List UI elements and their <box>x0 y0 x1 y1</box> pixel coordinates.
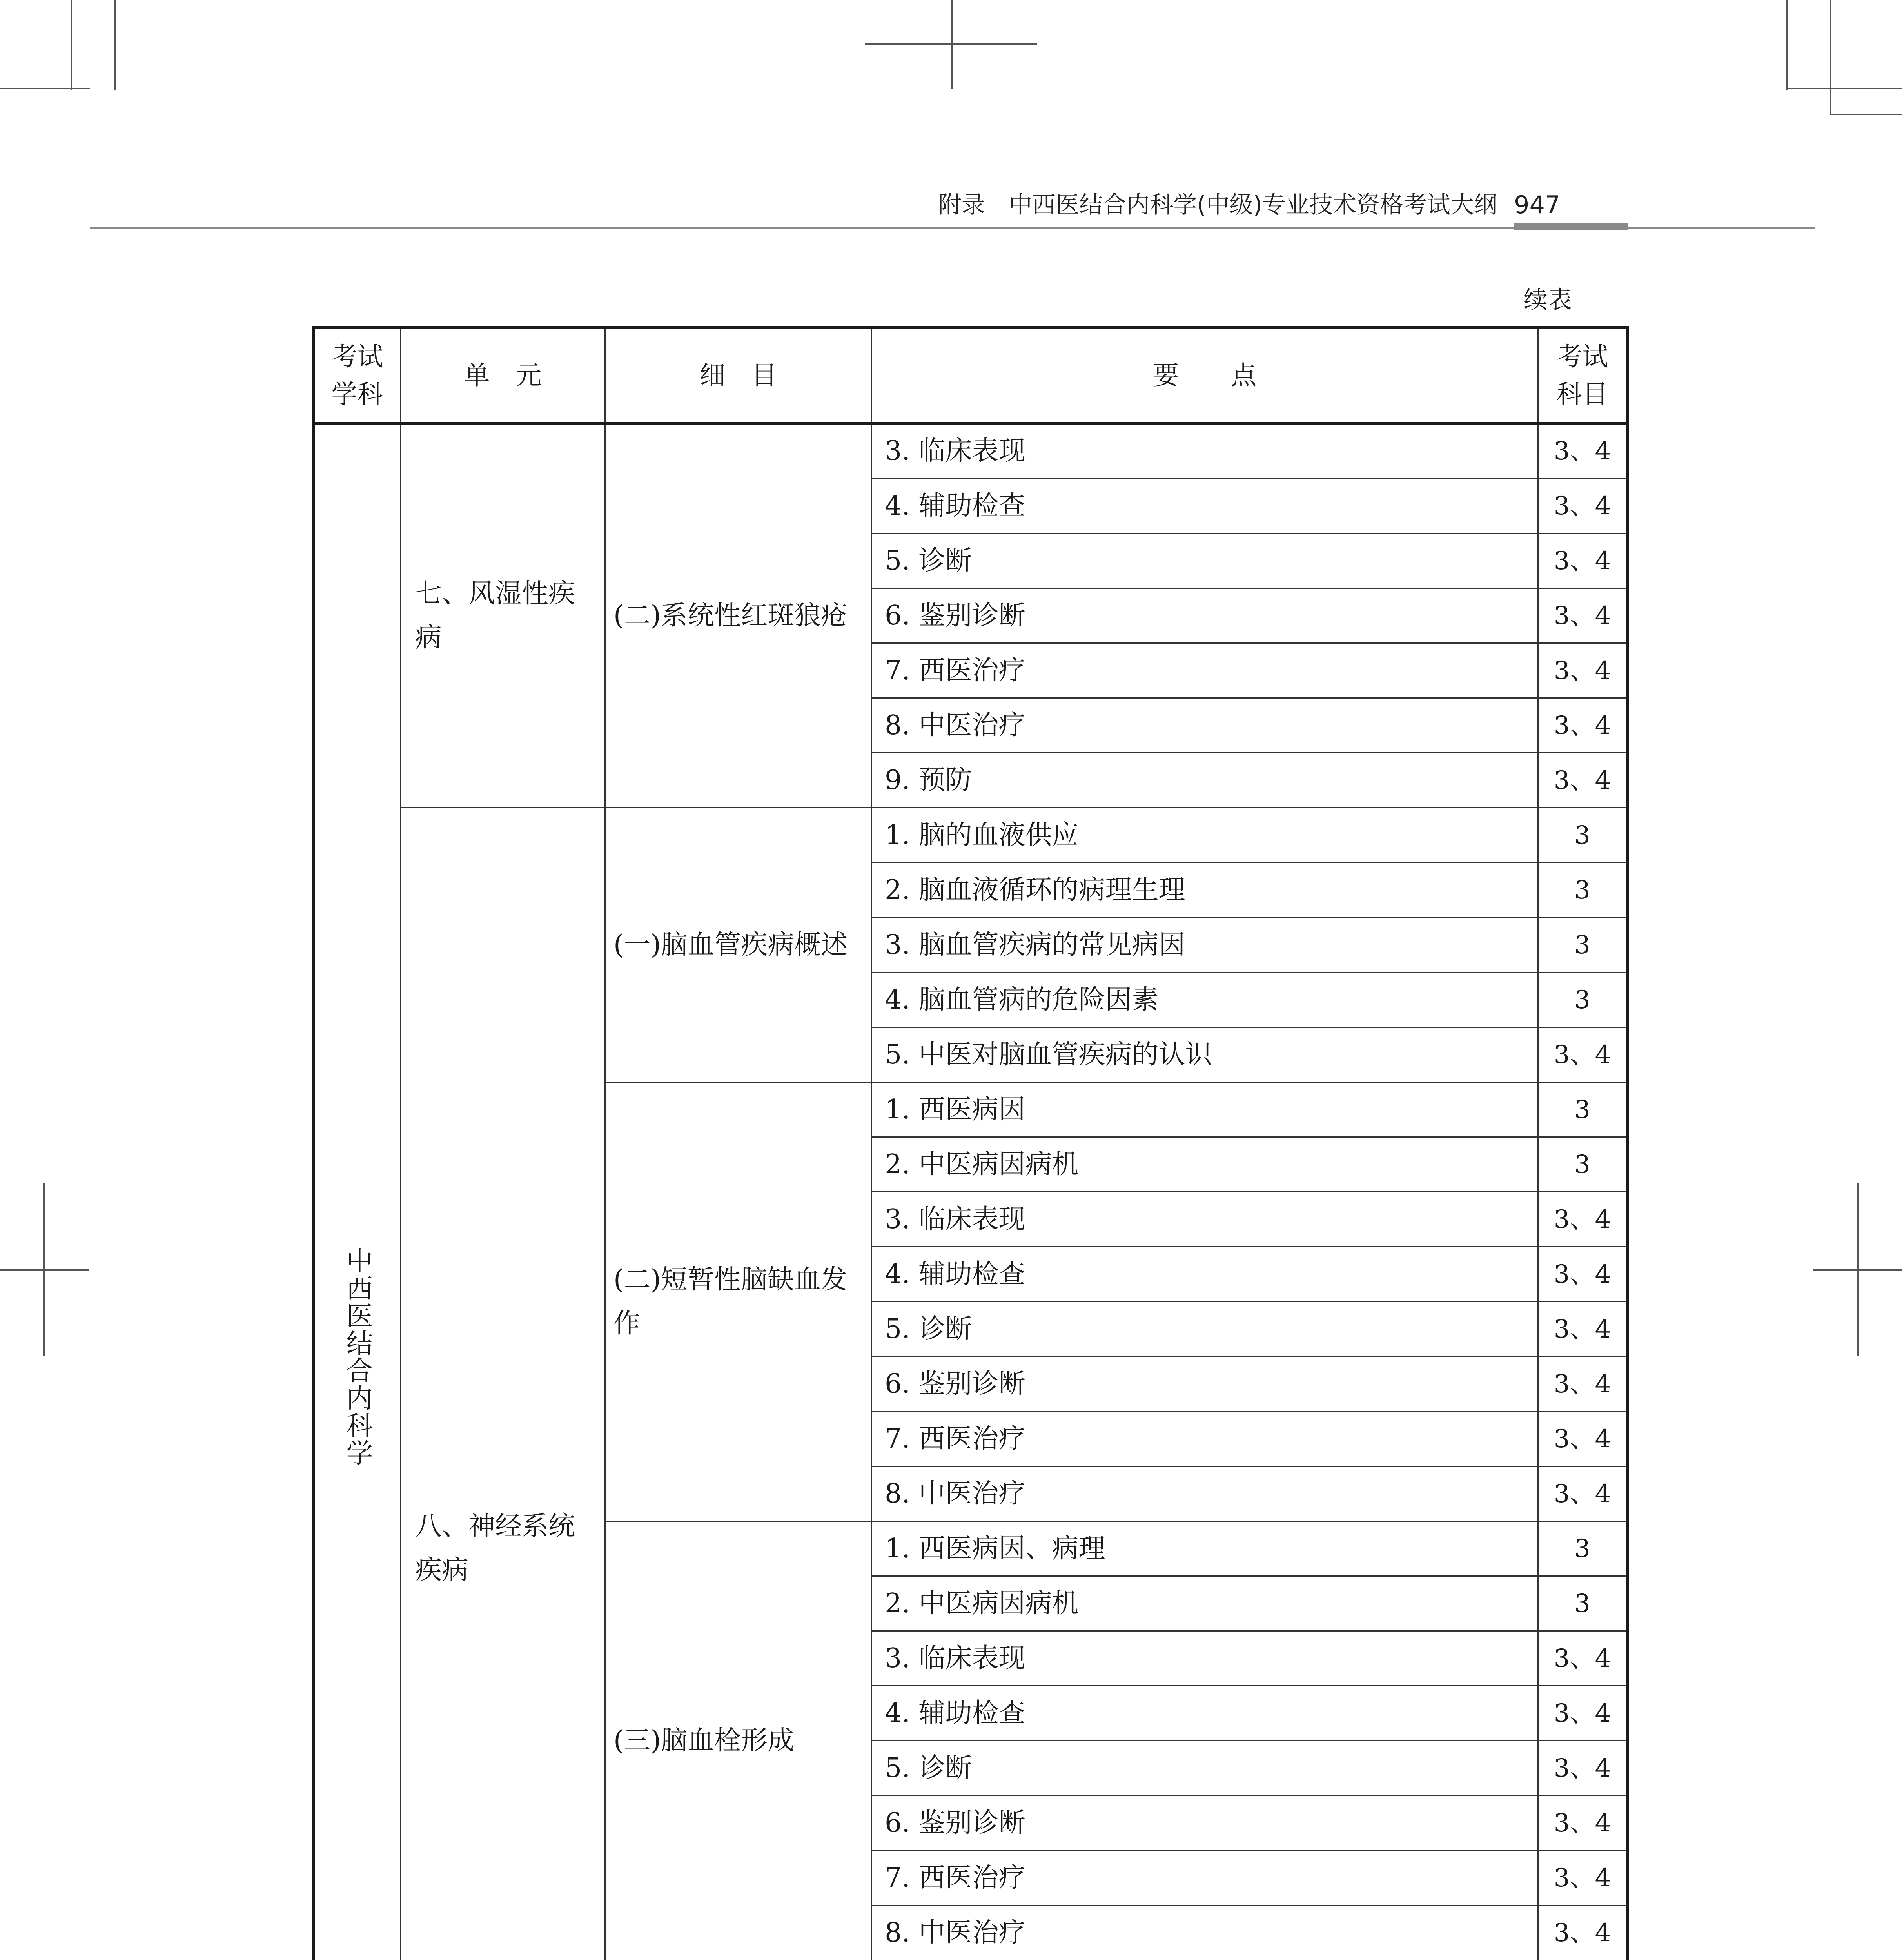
exam-subject-cell: 3、4 <box>1538 698 1628 753</box>
point-cell: 6. 鉴别诊断 <box>872 1357 1538 1412</box>
point-cell: 3. 脑血管疾病的常见病因 <box>872 918 1538 973</box>
point-cell: 7. 西医治疗 <box>872 1851 1538 1906</box>
point-cell: 7. 西医治疗 <box>872 1412 1538 1466</box>
point-cell: 5. 诊断 <box>872 1741 1538 1796</box>
point-cell: 9. 预防 <box>872 753 1538 808</box>
registration-mark <box>951 0 953 89</box>
exam-subject-cell: 3、4 <box>1538 423 1628 479</box>
crop-mark <box>0 88 90 89</box>
column-header-subject: 考试学科 <box>314 328 401 424</box>
exam-subject-cell: 3、4 <box>1538 1466 1628 1521</box>
unit-cell: 八、神经系统疾病 <box>401 808 605 1960</box>
point-cell: 4. 辅助检查 <box>872 479 1538 534</box>
exam-subject-cell: 3 <box>1538 1576 1628 1631</box>
exam-subject-cell: 3 <box>1538 1521 1628 1576</box>
point-cell: 3. 临床表现 <box>872 423 1538 479</box>
exam-subject-cell: 3、4 <box>1538 588 1628 643</box>
crop-mark <box>1788 88 1902 89</box>
table-row <box>314 423 1628 479</box>
exam-subject-cell: 3、4 <box>1538 1027 1628 1082</box>
column-header-detail: 细 目 <box>605 328 872 424</box>
point-cell: 5. 诊断 <box>872 1302 1538 1357</box>
exam-subject-cell: 3 <box>1538 918 1628 973</box>
point-cell: 2. 中医病因病机 <box>872 1137 1538 1192</box>
point-cell: 3. 临床表现 <box>872 1631 1538 1686</box>
exam-subject-cell: 3、4 <box>1538 753 1628 808</box>
subject-cell <box>314 423 401 1960</box>
exam-subject-cell: 3、4 <box>1538 1192 1628 1247</box>
exam-subject-cell: 3 <box>1538 1082 1628 1137</box>
exam-subject-cell: 3、4 <box>1538 1906 1628 1960</box>
column-header-unit: 单 元 <box>401 328 605 424</box>
exam-subject-cell: 3、4 <box>1538 1357 1628 1412</box>
point-cell: 1. 西医病因 <box>872 1082 1538 1137</box>
exam-subject-cell: 3、4 <box>1538 534 1628 588</box>
exam-subject-cell: 3、4 <box>1538 1851 1628 1906</box>
unit-cell: 七、风湿性疾病 <box>401 423 605 808</box>
header-accent-bar <box>1514 223 1628 230</box>
column-header-exam: 考试科目 <box>1538 328 1628 424</box>
point-cell: 4. 脑血管病的危险因素 <box>872 973 1538 1027</box>
registration-mark <box>1857 1183 1859 1356</box>
exam-subject-cell: 3 <box>1538 808 1628 863</box>
exam-subject-cell: 3、4 <box>1538 1247 1628 1302</box>
continued-table-label: 续表 <box>1523 285 1572 314</box>
point-cell: 5. 诊断 <box>872 534 1538 588</box>
table-row <box>314 808 1628 863</box>
point-cell: 6. 鉴别诊断 <box>872 588 1538 643</box>
crop-mark <box>114 0 116 90</box>
point-cell: 7. 西医治疗 <box>872 643 1538 698</box>
exam-subject-cell: 3 <box>1538 973 1628 1027</box>
exam-subject-cell: 3、4 <box>1538 1686 1628 1741</box>
point-cell: 8. 中医治疗 <box>872 698 1538 753</box>
exam-subject-cell: 3、4 <box>1538 643 1628 698</box>
crop-mark <box>1830 0 1831 114</box>
detail-cell: (二)系统性红斑狼疮 <box>605 423 872 808</box>
point-cell: 5. 中医对脑血管疾病的认识 <box>872 1027 1538 1082</box>
crop-mark <box>71 0 72 90</box>
crop-mark <box>1830 114 1902 115</box>
table-header-row <box>314 328 1628 424</box>
exam-subject-cell: 3、4 <box>1538 479 1628 534</box>
point-cell: 8. 中医治疗 <box>872 1906 1538 1960</box>
point-cell: 1. 西医病因、病理 <box>872 1521 1538 1576</box>
point-cell: 3. 临床表现 <box>872 1192 1538 1247</box>
detail-cell: (一)脑血管疾病概述 <box>605 808 872 1082</box>
exam-subject-cell: 3、4 <box>1538 1412 1628 1466</box>
point-cell: 4. 辅助检查 <box>872 1686 1538 1741</box>
exam-subject-cell: 3 <box>1538 863 1628 918</box>
point-cell: 1. 脑的血液供应 <box>872 808 1538 863</box>
exam-subject-cell: 3、4 <box>1538 1631 1628 1686</box>
registration-mark <box>43 1183 45 1356</box>
detail-cell: (二)短暂性脑缺血发作 <box>605 1082 872 1521</box>
point-cell: 8. 中医治疗 <box>872 1466 1538 1521</box>
detail-cell: (三)脑血栓形成 <box>605 1521 872 1960</box>
point-cell: 4. 辅助检查 <box>872 1247 1538 1302</box>
exam-subject-cell: 3 <box>1538 1137 1628 1192</box>
column-header-point: 要 点 <box>872 328 1538 424</box>
exam-subject-cell: 3、4 <box>1538 1741 1628 1796</box>
exam-subject-cell: 3、4 <box>1538 1302 1628 1357</box>
crop-mark <box>1786 0 1788 90</box>
table-body <box>314 423 1628 1960</box>
point-cell: 2. 中医病因病机 <box>872 1576 1538 1631</box>
point-cell: 2. 脑血液循环的病理生理 <box>872 863 1538 918</box>
page-number: 947 <box>1514 191 1561 219</box>
subject-label: 中西医结合内科学 <box>342 1247 373 1466</box>
point-cell: 6. 鉴别诊断 <box>872 1796 1538 1851</box>
syllabus-table <box>312 326 1629 1960</box>
running-header-title: 附录 中西医结合内科学(中级)专业技术资格考试大纲 <box>938 191 1497 219</box>
exam-subject-cell: 3、4 <box>1538 1796 1628 1851</box>
